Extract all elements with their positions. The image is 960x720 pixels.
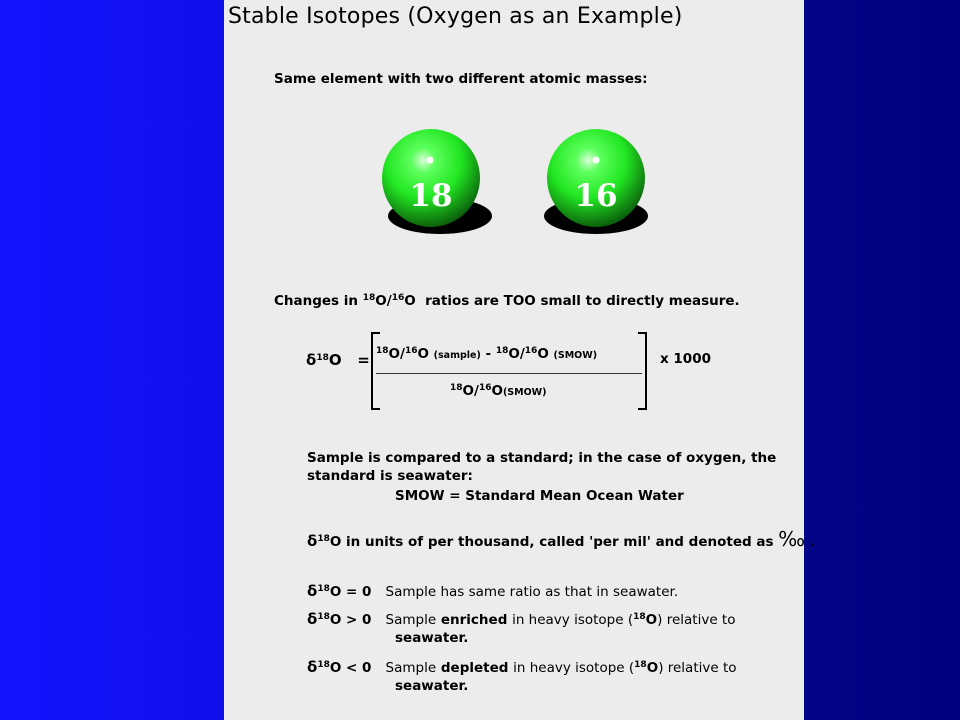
standard-line-1: Sample is compared to a standard; in the case of oxygen, the — [307, 450, 777, 466]
case-greater-continued: seawater. — [395, 630, 469, 646]
intro-text: Same element with two different atomic masses: — [274, 71, 648, 87]
case-greater: $\delta^{18}O > 0$ Sample enriched in heavy isotope ($^{18}$O) relative to — [307, 610, 736, 628]
sphere-18 — [382, 129, 492, 234]
equation-numerator: $^{18}$O/$^{16}$O (sample) - $^{18}$O/$^{16}$O (SMOW) — [376, 346, 598, 362]
equation-denominator: $^{18}$O/$^{16}$O(SMOW) — [450, 383, 547, 399]
fraction-bar — [376, 373, 642, 374]
standard-line-2: standard is seawater: — [307, 468, 473, 484]
sphere-18-label: 18 — [409, 178, 453, 214]
smow-definition: SMOW = Standard Mean Ocean Water — [395, 488, 684, 504]
slide — [224, 0, 815, 720]
slide-title: Stable Isotopes (Oxygen as an Example) — [228, 4, 683, 29]
equation-lhs: $\delta^{18}O$ = — [306, 351, 370, 369]
left-bracket — [368, 331, 382, 411]
case-less-continued: seawater. — [395, 678, 469, 694]
units-text: $\delta^{18}O$ in units of per thousand, called 'per mil' and denoted as ‰ . — [307, 527, 815, 551]
isotope-spheres — [374, 122, 714, 240]
sphere-16 — [544, 129, 648, 234]
case-less: $\delta^{18}O < 0$ Sample depleted in heavy isotope ($^{18}$O) relative to — [307, 658, 737, 676]
permil-symbol: ‰ — [778, 527, 806, 551]
equation-multiplier: x 1000 — [660, 351, 711, 367]
sphere-16-label: 16 — [574, 178, 618, 214]
changes-text: Changes in $^{18}$O/$^{16}$O ratios are TOO small to directly measure. — [274, 293, 740, 309]
right-bracket — [636, 331, 650, 411]
case-equal: $\delta^{18}O = 0$ Sample has same ratio as that in seawater. — [307, 582, 679, 600]
